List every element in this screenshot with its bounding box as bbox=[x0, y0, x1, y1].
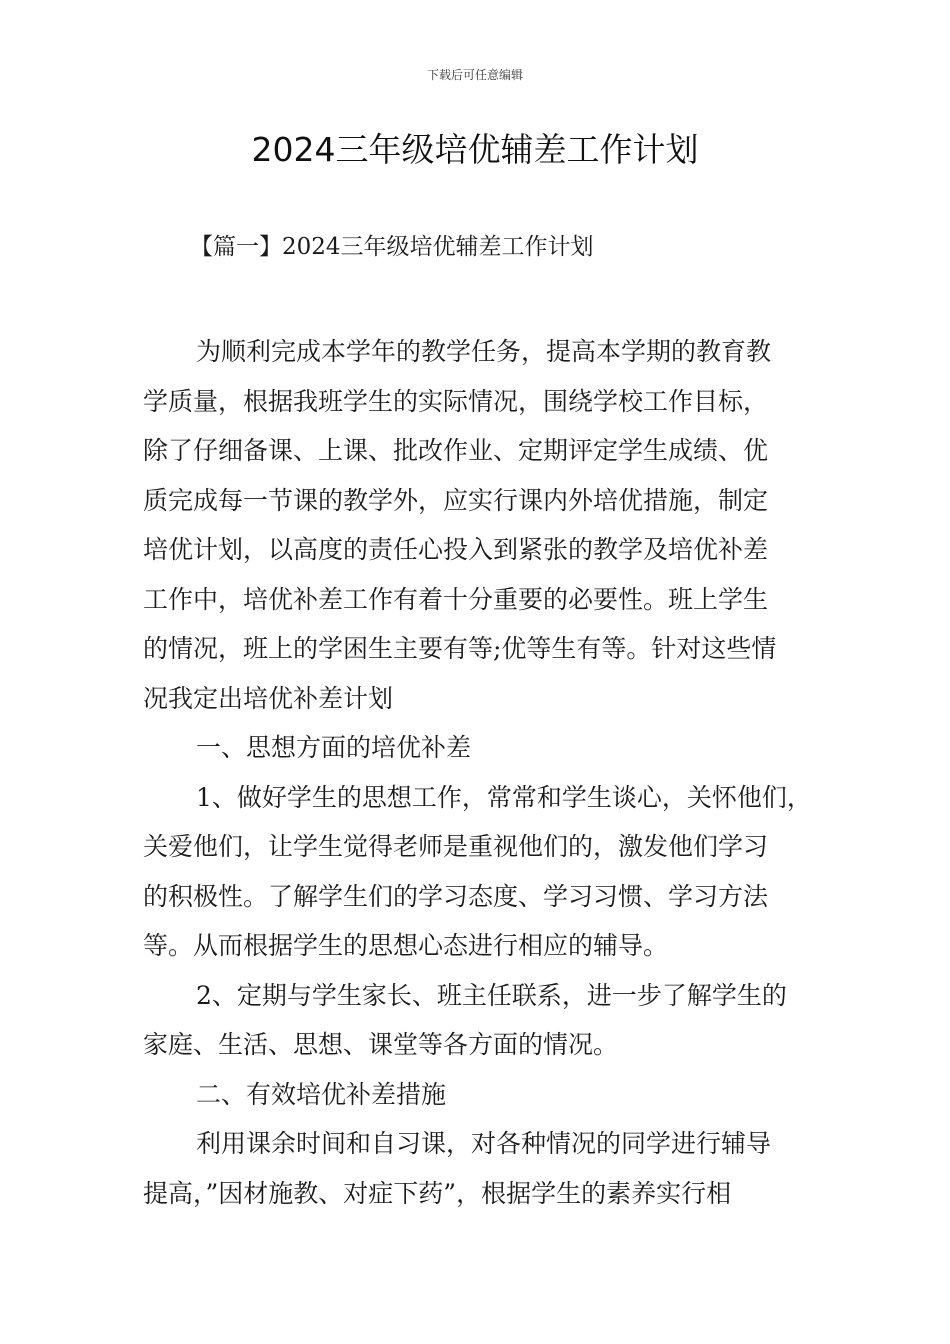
text-line: 提高，”因材施教、对症下药”，根据学生的素养实行相 bbox=[143, 1178, 732, 1208]
text-line: 1、做好学生的思想工作，常常和学生谈心，关怀他们， bbox=[196, 782, 812, 812]
text-line: 等。从而根据学生的思想心态进行相应的辅导。 bbox=[143, 931, 669, 960]
text-line: 为顺利完成本学年的教学任务，提高本学期的教育教 bbox=[196, 337, 772, 366]
text-line: 的积极性。了解学生们的学习态度、学习习惯、学习方法 bbox=[143, 881, 769, 911]
text-line: 二、有效培优补差措施 bbox=[196, 1079, 447, 1109]
text-line: 一、思想方面的培优补差 bbox=[196, 733, 472, 762]
text-line: 质完成每一节课的教学外，应实行课内外培优措施，制定 bbox=[143, 485, 769, 515]
header-note: 下载后可任意编辑 bbox=[426, 68, 523, 82]
text-line: 工作中，培优补差工作有着十分重要的必要性。班上学生 bbox=[143, 584, 769, 614]
document-title: 2024三年级培优辅差工作计划 bbox=[251, 130, 699, 169]
text-line: 除了仔细备课、上课、批改作业、定期评定学生成绩、优 bbox=[143, 436, 769, 465]
text-line: 培优计划，以高度的责任心投入到紧张的教学及培优补差 bbox=[143, 535, 769, 564]
text-line: 家庭、生活、思想、课堂等各方面的情况。 bbox=[143, 1030, 619, 1059]
body-text bbox=[143, 327, 813, 1218]
text-line: 况我定出培优补差计划 bbox=[143, 683, 394, 713]
text-line: 利用课余时间和自习课，对各种情况的同学进行辅导 bbox=[196, 1129, 772, 1158]
text-line: 2、定期与学生家长、班主任联系，进一步了解学生的 bbox=[196, 980, 787, 1010]
text-line: 的情况，班上的学困生主要有等;优等生有等。针对这些情 bbox=[143, 634, 777, 663]
text-line: 关爱他们，让学生觉得老师是重视他们的，激发他们学习 bbox=[143, 832, 769, 861]
text-line: 学质量，根据我班学生的实际情况，围绕学校工作目标， bbox=[143, 386, 769, 416]
section-heading: 【篇一】2024三年级培优辅差工作计划 bbox=[190, 234, 594, 260]
